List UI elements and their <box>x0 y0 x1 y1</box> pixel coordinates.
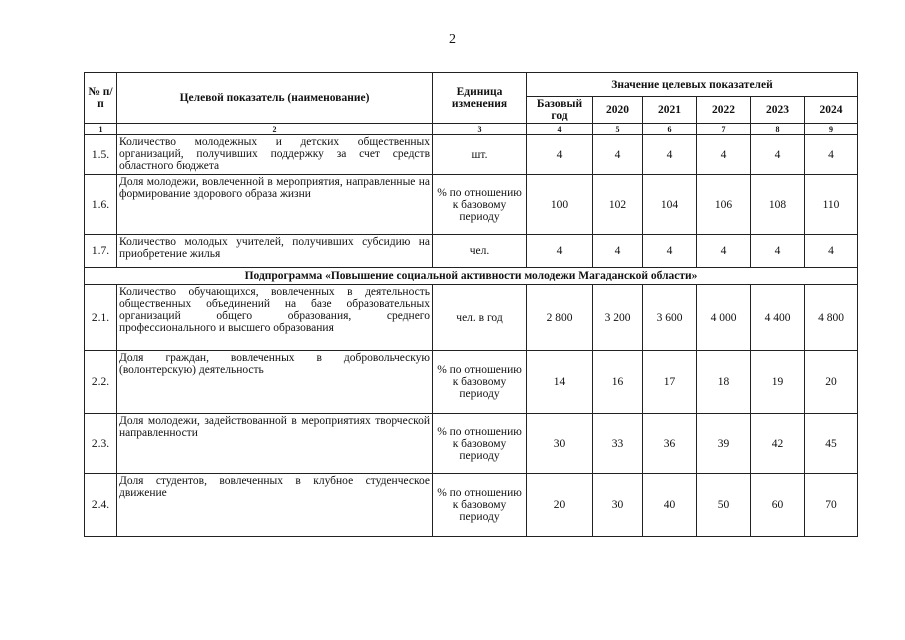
col-number: 5 <box>593 124 643 135</box>
unit-cell: % по отношению к базовому периоду <box>433 414 527 474</box>
value-cell: 50 <box>697 474 751 537</box>
indicator-name: Доля молодежи, вовлеченной в мероприятия, направленные на формирование здорового образа жизни <box>117 175 433 235</box>
value-cell: 4 000 <box>697 285 751 351</box>
row-number: 2.2. <box>85 351 117 414</box>
value-cell: 4 <box>527 135 593 175</box>
value-cell: 4 <box>697 135 751 175</box>
table-row <box>85 474 858 537</box>
value-cell: 42 <box>751 414 805 474</box>
value-cell: 110 <box>805 175 858 235</box>
value-cell: 30 <box>527 414 593 474</box>
header-year: 2022 <box>697 97 751 124</box>
value-cell: 4 <box>751 235 805 268</box>
row-number: 1.7. <box>85 235 117 268</box>
header-year: 2024 <box>805 97 858 124</box>
indicator-name: Количество молодежных и детских общественных организаций, получивших поддержку за счет средств областного бюджета <box>117 135 433 175</box>
col-number: 3 <box>433 124 527 135</box>
column-number-row <box>85 124 858 135</box>
page-number: 2 <box>449 32 456 47</box>
value-cell: 4 <box>805 135 858 175</box>
value-cell: 18 <box>697 351 751 414</box>
value-cell: 45 <box>805 414 858 474</box>
value-cell: 20 <box>805 351 858 414</box>
value-cell: 4 <box>643 235 697 268</box>
unit-cell: % по отношению к базовому периоду <box>433 351 527 414</box>
unit-cell: % по отношению к базовому периоду <box>433 474 527 537</box>
unit-cell: шт. <box>433 135 527 175</box>
row-number: 1.5. <box>85 135 117 175</box>
header-year: 2023 <box>751 97 805 124</box>
value-cell: 4 <box>697 235 751 268</box>
header-unit: Единица изменения <box>433 73 527 124</box>
value-cell: 100 <box>527 175 593 235</box>
row-number: 2.3. <box>85 414 117 474</box>
value-cell: 4 <box>805 235 858 268</box>
subprogram-row <box>85 268 858 285</box>
unit-cell: чел. <box>433 235 527 268</box>
value-cell: 4 <box>593 135 643 175</box>
value-cell: 40 <box>643 474 697 537</box>
subprogram-title: Подпрограмма «Повышение социальной активности молодежи Магаданской области» <box>85 268 858 285</box>
row-number: 2.1. <box>85 285 117 351</box>
table-row <box>85 285 858 351</box>
value-cell: 39 <box>697 414 751 474</box>
value-cell: 102 <box>593 175 643 235</box>
value-cell: 33 <box>593 414 643 474</box>
value-cell: 36 <box>643 414 697 474</box>
table-row <box>85 175 858 235</box>
value-cell: 4 400 <box>751 285 805 351</box>
value-cell: 4 800 <box>805 285 858 351</box>
target-indicators-table <box>84 72 858 537</box>
indicator-name: Количество обучающихся, вовлеченных в деятельность общественных объединений на базе образовательных организаций общего образования, среднего профессионального и высшего образования <box>117 285 433 351</box>
col-number: 6 <box>643 124 697 135</box>
header-num: № п/п <box>85 73 117 124</box>
col-number: 7 <box>697 124 751 135</box>
value-cell: 19 <box>751 351 805 414</box>
value-cell: 104 <box>643 175 697 235</box>
table-row <box>85 414 858 474</box>
header-year: 2021 <box>643 97 697 124</box>
value-cell: 108 <box>751 175 805 235</box>
col-number: 9 <box>805 124 858 135</box>
value-cell: 4 <box>751 135 805 175</box>
value-cell: 14 <box>527 351 593 414</box>
unit-cell: чел. в год <box>433 285 527 351</box>
header-values-group: Значение целевых показателей <box>527 73 858 97</box>
unit-cell: % по отношению к базовому периоду <box>433 175 527 235</box>
indicator-name: Доля студентов, вовлеченных в клубное студенческое движение <box>117 474 433 537</box>
row-number: 2.4. <box>85 474 117 537</box>
col-number: 1 <box>85 124 117 135</box>
col-number: 4 <box>527 124 593 135</box>
indicator-name: Доля молодежи, задействованной в мероприятиях творческой направленности <box>117 414 433 474</box>
header-name: Целевой показатель (наименование) <box>117 73 433 124</box>
value-cell: 3 600 <box>643 285 697 351</box>
value-cell: 4 <box>593 235 643 268</box>
table-row <box>85 351 858 414</box>
value-cell: 70 <box>805 474 858 537</box>
value-cell: 2 800 <box>527 285 593 351</box>
value-cell: 17 <box>643 351 697 414</box>
header-base-year: Базовый год <box>527 97 593 124</box>
col-number: 8 <box>751 124 805 135</box>
value-cell: 30 <box>593 474 643 537</box>
table-row <box>85 135 858 175</box>
value-cell: 4 <box>643 135 697 175</box>
value-cell: 20 <box>527 474 593 537</box>
value-cell: 106 <box>697 175 751 235</box>
indicator-name: Количество молодых учителей, получивших субсидию на приобретение жилья <box>117 235 433 268</box>
value-cell: 4 <box>527 235 593 268</box>
header-year: 2020 <box>593 97 643 124</box>
row-number: 1.6. <box>85 175 117 235</box>
indicator-name: Доля граждан, вовлеченных в добровольческую (волонтерскую) деятельность <box>117 351 433 414</box>
value-cell: 16 <box>593 351 643 414</box>
value-cell: 60 <box>751 474 805 537</box>
table-row <box>85 235 858 268</box>
col-number: 2 <box>117 124 433 135</box>
value-cell: 3 200 <box>593 285 643 351</box>
